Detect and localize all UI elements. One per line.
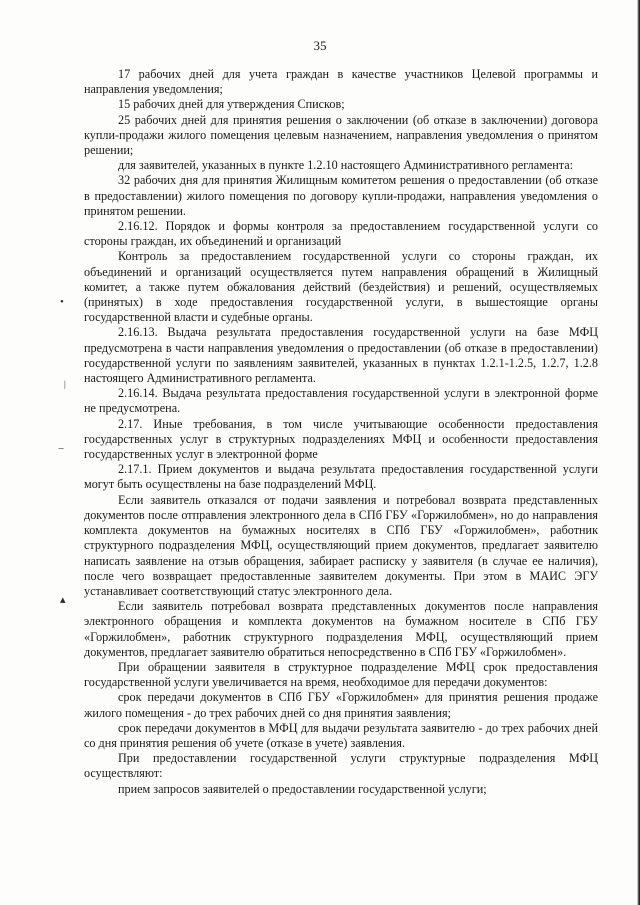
paragraph: При обращении заявителя в структурное подразделение МФЦ срок предоставления государственной услуги увеличивается на время, необходимое для передачи документов: xyxy=(84,659,598,690)
paragraph: 32 рабочих дня для принятия Жилищным комитетом решения о предоставлении (об отказе в предоставлении) жилого помещения по договору купли-продажи, направления уведомления о принятом решении. xyxy=(84,173,598,218)
scan-dot-mark: ▴ xyxy=(60,594,66,606)
paragraph: При предоставлении государственной услуги структурные подразделения МФЦ осуществляют: xyxy=(84,751,598,781)
document-body xyxy=(84,67,598,797)
page-number: 35 xyxy=(313,38,327,53)
scan-dot-mark: • xyxy=(60,296,64,308)
scan-dash-mark: − xyxy=(58,443,65,455)
paragraph: для заявителей, указанных в пункте 1.2.10 настоящего Административного регламента: xyxy=(118,158,574,173)
paragraph: Если заявитель потребовал возврата представленных документов после направления электронного обращения и комплекта документов на бумажном носителе в СПб ГБУ «Горжилобмен», работник структурного подразделения МФЦ, осуществляющий прием документов, предлагает заявителю обратиться непосредственно в СПб ГБУ «Горжилобмен». xyxy=(84,599,598,659)
paragraph: 15 рабочих дней для утверждения Списков; xyxy=(118,97,345,112)
section-heading: 2.17. Иные требования, в том числе учитывающие особенности предоставления государственных услуг в структурных подразделениях МФЦ и особенности предоставления государственных услуг в электронной форме xyxy=(84,416,598,462)
section-heading: 2.16.12. Порядок и формы контроля за предоставлением государственной услуги со стороны граждан, их объединений и организаций xyxy=(84,219,598,249)
section-heading: 2.16.13. Выдача результата предоставления государственной услуги на базе МФЦ предусмотрена в части направления уведомления о предоставлении (об отказе в предоставлении) государственной услуги по заявлениям заявителей, указанных в пунктах 1.2.1-1.2.5, 1.2.7, 1.2.8 настоящего Административного регламента. xyxy=(84,325,598,386)
paragraph: 17 рабочих дней для учета граждан в качестве участников Целевой программы и направления уведомления; xyxy=(84,67,598,97)
paragraph: Если заявитель отказался от подачи заявления и потребовал возврата представленных документов после отправления электронного дела в СПб ГБУ «Горжилобмен», но до направления комплекта документов на бумажных носителях в СПб ГБУ «Горжилобмен», работник структурного подразделения МФЦ, осуществляющий прием документов, предлагает заявителю написать заявление на отзыв обращения, забирает расписку у заявителя (в случае ее наличия), после чего возвращает предоставленные заявителем документы. При этом в МАИС ЭГУ устанавливает соответствующий статус электронного дела. xyxy=(84,492,598,598)
list-item: прием запросов заявителей о предоставлении государственной услуги; xyxy=(118,781,487,796)
scan-tick-mark: | xyxy=(64,379,66,389)
list-item: срок передачи документов в МФЦ для выдачи результата заявителю - до трех рабочих дней со дня принятия решения об учете (отказе в учете) заявления. xyxy=(84,720,598,750)
section-heading: 2.17.1. Прием документов и выдача результата предоставления государственной услуги могут быть осуществлены на базе подразделений МФЦ. xyxy=(84,462,598,492)
list-item: срок передачи документов в СПб ГБУ «Горжилобмен» для принятия решения продаже жилого помещения - до трех рабочих дней со дня принятия заявления; xyxy=(84,690,598,720)
section-heading: 2.16.14. Выдача результата предоставления государственной услуги в электронной форме не предусмотрена. xyxy=(84,386,598,416)
paragraph: Контроль за предоставлением государственной услуги со стороны граждан, их объединений и организаций осуществляется путем направления обращений в Жилищный комитет, а также путем обжалования действий (бездействия) и решений, осуществляемых (принятых) в ходе предоставления государственной услуги, в вышестоящие органы государственной власти и судебные органы. xyxy=(84,249,598,325)
paragraph: 25 рабочих дней для принятия решения о заключении (об отказе в заключении) договора купли-продажи жилого помещения целевым назначением, направления уведомления о принятом решении; xyxy=(84,112,598,158)
